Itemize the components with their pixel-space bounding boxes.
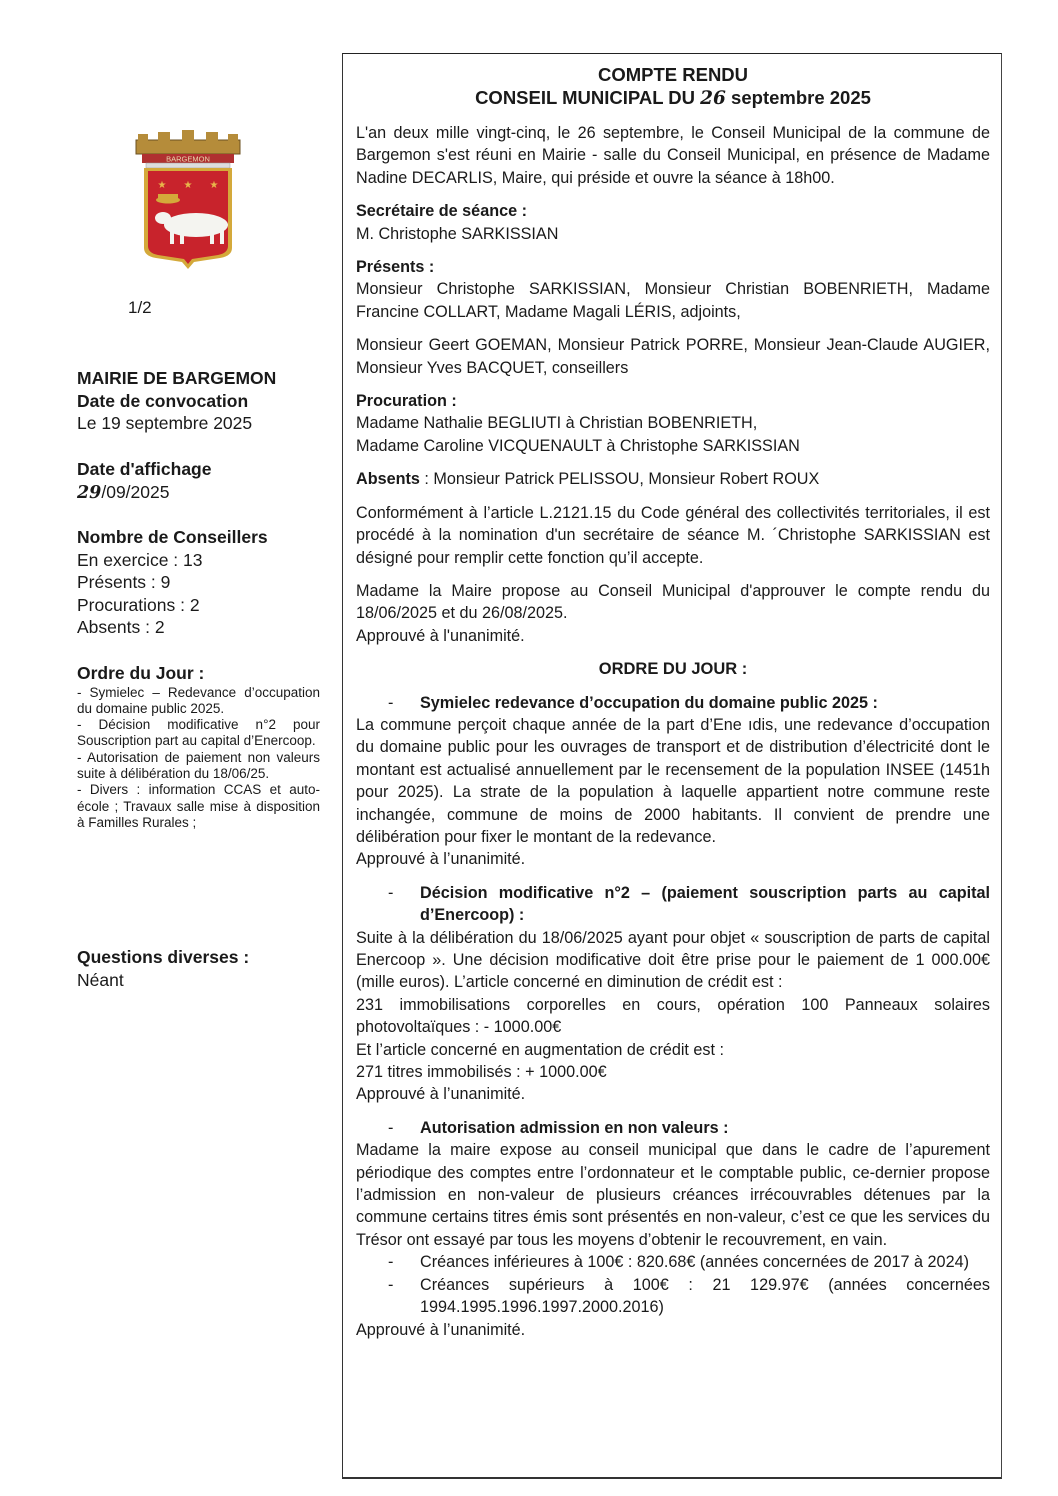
svg-text:BARGEMON: BARGEMON [166, 154, 210, 164]
conformement-paragraph: Conformément à l’article L.2121.15 du Code général des collectivités territoriales, il est procédé à la nomination d'un secrétaire de séance M. ´Christophe SARKISSIAN est désigné pour remplir cette fonction qu’il accepte. [356, 503, 990, 567]
credit-increase-line: 271 titres immobilisés : + 1000.00€ [356, 1063, 607, 1082]
ordre-list [77, 685, 320, 832]
agenda-item-title: - Autorisation admission en non valeurs : [388, 1118, 729, 1137]
conseillers-exercice: En exercice : 13 [77, 549, 203, 570]
report-title: COMPTE RENDU [597, 64, 749, 85]
agenda-item-body: Madame la maire expose au conseil municipal que dans le cadre de l’apurement périodique des comptes entre l’ordonnateur et le comptable public, ce-dernier propose l’admission en non-valeur de plusieurs créances irrécouvrables détenues par la commune certains titres émis sont présentés en non-valeur, c’est ce que les services du Trésor ont essayé par tous les moyens d’obtenir le recouvrement, en vain. [356, 1141, 990, 1249]
questions-diverses [77, 946, 320, 991]
svg-text:★: ★ [209, 180, 219, 191]
ordre-item: - Symielec – Redevance d’occupation du domaine public 2025. [77, 684, 320, 716]
agenda-item-body: Suite à la délibération du 18/06/2025 ayant pour objet « souscription de parts de capital Enercoop ». Une décision modificative doit être prise pour le paiement de 1 000.00€ (mille euros). L’article concerné en diminution de crédit est : [356, 928, 990, 992]
mairie-info [77, 367, 320, 435]
approbation-paragraph: Madame la Maire propose au Conseil Municipal d'approuver le compte rendu du 18/06/2025 et du 26/08/2025. [356, 581, 990, 623]
credit-increase-label: Et l’article concerné en augmentation de crédit est : [356, 1040, 725, 1059]
secretaire-value: M. Christophe SARKISSIAN [356, 224, 559, 243]
svg-text:★: ★ [157, 180, 167, 191]
affichage-info [77, 458, 320, 504]
presents-conseillers: Monsieur Geert GOEMAN, Monsieur Patrick PORRE, Monsieur Jean-Claude AUGIER, Monsieur Yves BACQUET, conseillers [356, 336, 990, 377]
agenda-item-title: - Décision modificative n°2 – (paiement souscription parts au capital d’Enercoop) : [388, 883, 990, 925]
handwritten-day: 26 [700, 88, 726, 109]
agenda-item-title: - Symielec redevance d’occupation du domaine public 2025 : [388, 693, 878, 712]
agenda-item-body: La commune perçoit chaque année de la part d’Ene ıdis, une redevance d’occupation du domaine public pour les ouvrages de transport et de distribution d’électricité dont le montant est actualisé annuellement par le recensement de la population INSEE (1451h pour 2025). La strate de la population à laquelle appartient notre commune reste inchangée, commune de moins de 2000 habitants. Il convient de prendre une délibération pour fixer le montant de la redevance. [356, 715, 990, 846]
convocation-date: Le 19 septembre 2025 [77, 413, 253, 433]
intro-paragraph: L'an deux mille vingt-cinq, le 26 septembre, le Conseil Municipal de la commune de Bargemon s'est réuni en Mairie - salle du Conseil Municipal, en présence de Madame Nadine DECARLIS, Maire, qui préside et ouvre la séance à 18h00. [356, 124, 990, 187]
credit-decrease-line: 231 immobilisations corporelles en cours, opération 100 Panneaux solaires photovoltaïques : - 1000.00€ [356, 995, 990, 1037]
ordre-du-jour-summary [77, 662, 320, 831]
ordre-item: - Autorisation de paiement non valeurs suite à délibération du 18/06/25. [77, 749, 320, 781]
mairie-name: MAIRIE DE BARGEMON [77, 368, 277, 388]
coat-of-arms-icon [128, 130, 248, 270]
report-subtitle: CONSEIL MUNICIPAL DU 26 septembre 2025 [475, 87, 871, 109]
questions-label: Questions diverses : [77, 947, 250, 967]
creance-item: - Créances supérieurs à 100€ : 21 129.97€ (années concernées 1994.1995.1996.1997.2000.2016) [388, 1275, 990, 1317]
affichage-date: 29/09/2025 [77, 481, 170, 503]
page-number: 1/2 [128, 298, 152, 317]
agenda-item-result: Approuvé à l’unanimité. [356, 1320, 526, 1339]
absents-line: Absents : Monsieur Patrick PELISSOU, Monsieur Robert ROUX [356, 470, 820, 489]
report-box [342, 53, 1002, 1479]
procuration-label: Procuration : [356, 392, 457, 411]
presents-adjoints: Monsieur Christophe SARKISSIAN, Monsieur Christian BOBENRIETH, Madame Francine COLLART, Madame Magali LÉRIS, adjoints, [356, 280, 990, 321]
ordre-label: Ordre du Jour : [77, 663, 205, 683]
ordre-heading: ORDRE DU JOUR : [598, 660, 748, 679]
agenda-item-result: Approuvé à l’unanimité. [356, 850, 526, 869]
svg-text:★: ★ [183, 180, 193, 191]
convocation-label: Date de convocation [77, 390, 249, 411]
affichage-label: Date d'affichage [77, 459, 212, 479]
secretaire-label: Secrétaire de séance : [356, 202, 527, 221]
procuration-item: Madame Caroline VICQUENAULT à Christophe SARKISSIAN [356, 436, 800, 455]
presents-label: Présents : [356, 258, 435, 277]
approbation-result: Approuvé à l'unanimité. [356, 626, 525, 645]
ordre-item: - Divers : information CCAS et auto-école ; Travaux salle mise à disposition à Familles Rurales ; [77, 782, 320, 830]
conseillers-label: Nombre de Conseillers [77, 527, 268, 547]
procuration-item: Madame Nathalie BEGLIUTI à Christian BOBENRIETH, [356, 414, 758, 433]
creance-item: - Créances inférieures à 100€ : 820.68€ (années concernées de 2017 à 2024) [388, 1253, 969, 1272]
ordre-item: - Décision modificative n°2 pour Souscription part au capital d’Enercoop. [77, 717, 320, 749]
conseillers-presents: Présents : 9 [77, 572, 171, 592]
handwritten-day: 29 [77, 482, 102, 503]
conseillers-procurations: Procurations : 2 [77, 594, 200, 615]
agenda-item-result: Approuvé à l’unanimité. [356, 1085, 526, 1104]
conseillers-absents: Absents : 2 [77, 617, 165, 637]
questions-value: Néant [77, 969, 124, 990]
conseillers-info [77, 526, 320, 639]
